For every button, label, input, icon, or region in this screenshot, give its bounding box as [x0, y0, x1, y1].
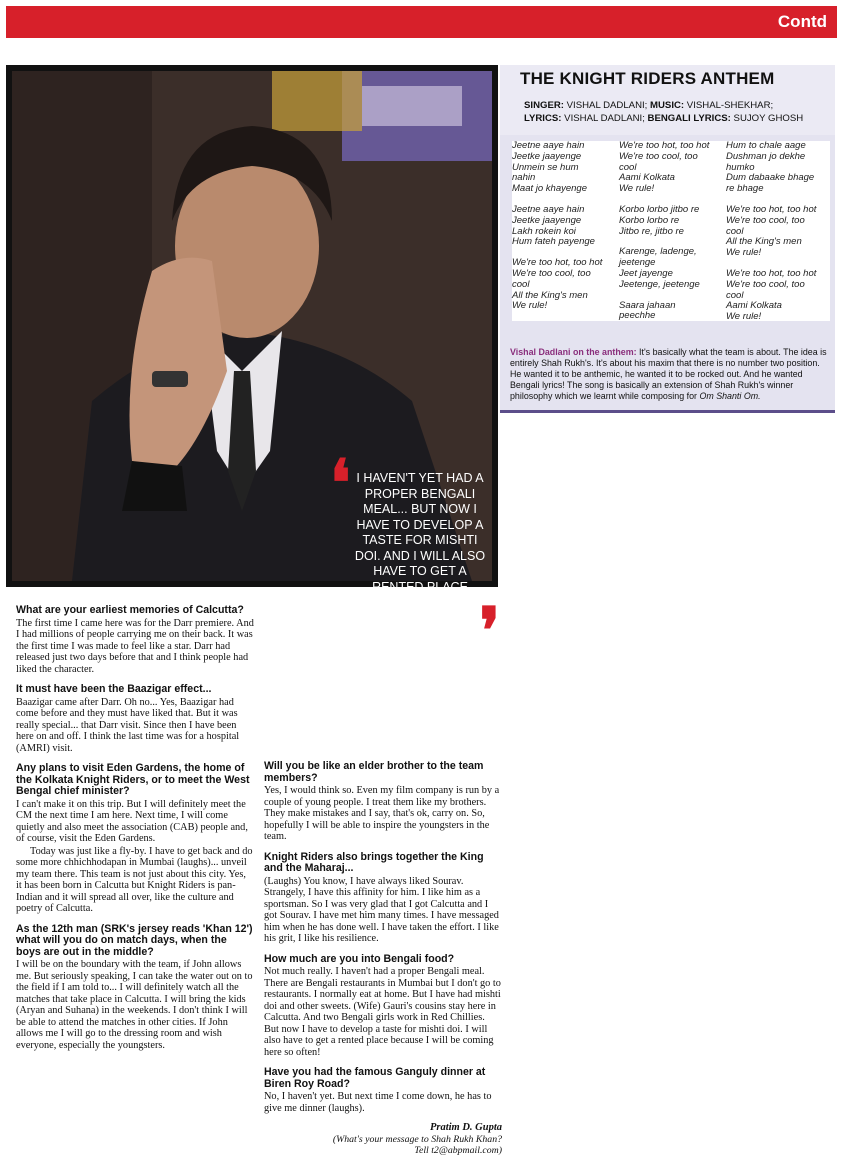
question: As the 12th man (SRK's jersey reads 'Khan 12') what will you do on match days, when the boys are out in the middle?	[16, 922, 253, 958]
lyrics-stanza: Karenge, ladenge, jeetenge Jeet jayenge Jeetenge, jeetenge	[619, 246, 700, 290]
anthem-header	[500, 65, 835, 135]
lyrics-column-2	[619, 141, 724, 332]
music-label: MUSIC:	[650, 100, 685, 111]
interview-column-1	[16, 605, 254, 1051]
lyrics-stanza: We're too hot, too hot We're too cool, too cool Aami Kolkata We rule!	[619, 140, 710, 195]
anthem-title: THE KNIGHT RIDERS ANTHEM	[520, 69, 775, 88]
answer: (Laughs) You know, I have always liked Sourav. Strangely, I have this affinity for him. I like him as a sportsman. So I was very glad that I got Calcutta and I got Sourav. I have met him many times. I have messaged him when he has done well. I have taken the effort. I like his grit, I like his resilience.	[264, 875, 499, 944]
question: What are your earliest memories of Calcutta?	[16, 604, 244, 616]
answer: Baazigar came after Darr. Oh no... Yes, Baazigar had come before and they must have liked that. But it was really special... that Darr visit. Since then I have been here on and off. I think the last time was for a hospital (AMRI) visit.	[16, 696, 240, 754]
question: How much are you into Bengali food?	[264, 952, 455, 965]
answer: No, I haven't yet. But next time I come down, he has to give me dinner (laughs).	[264, 1091, 492, 1114]
question: Knight Riders also brings together the King and the Maharaj...	[264, 850, 484, 874]
reader-prompt: (What's your message to Shah Rukh Khan?	[332, 1133, 502, 1145]
close-quote-icon: ❜	[479, 595, 500, 667]
lyrics-box	[512, 141, 830, 321]
anthem-credits	[524, 99, 829, 125]
lyrics-stanza: Jeetne aaye hain Jeetke jaayenge Unmein se hum nahin Maat jo khayenge	[512, 140, 587, 195]
lyrics-stanza: We're too hot, too hot We're too cool, too cool All the King's men We rule!	[726, 203, 817, 259]
contact-email: Tell t2@abpmail.com)	[414, 1144, 502, 1156]
answer: I will be on the boundary with the team, if John allows me. But seriously speaking, I can take the water out on to the field if I am told to... I will definitely watch all the matches that take place in Calcutta. I will bring the kids (Aryan and Suhana) in the weekends. I don't think I will be able to attend the matches in other cities. If John allows me I will go to the dressing room and wish everyone, especially the youngsters.	[16, 959, 253, 1051]
pull-quote-text: I HAVEN'T YET HAD A PROPER BENGALI MEAL... BUT NOW I HAVE TO DEVELOP A TASTE FOR MISHTI DOI. AND I WILL ALSO HAVE TO GET A RENTED PLACE BECAUSE I WILL BE COMING HERE SO OFTEN	[354, 471, 486, 640]
lyrics-stanza: Saara jahaan peechhe	[619, 299, 676, 322]
answer: I can't make it on this trip. But I will definitely meet the CM the next time I am here. Next time, I will come quietly and also meet the association (CAB) people and, of course, visit the Eden Gardens.	[16, 798, 248, 844]
anthem-note-body: It's basically what the team is about. The idea is entirely Shah Rukh's. It's about his maxim that there is no number two position. He wanted it to be anthemic, he wanted it to be rocked out. And he wanted Bengali lyrics! The song is basically an extension of Shah Rukh's winner philosophy which we learnt while composing for	[510, 347, 827, 401]
lyrics-stanza: Korbo lorbo jitbo re Korbo lorbo re Jitbo re, jitbo re	[619, 203, 700, 237]
question: Will you be like an elder brother to the team members?	[264, 760, 484, 784]
bengali-lyrics-label: BENGALI LYRICS:	[647, 113, 731, 124]
open-quote-icon: ❛	[330, 447, 351, 519]
lyrics-label: LYRICS:	[524, 113, 562, 124]
question: Have you had the famous Ganguly dinner at Biren Roy Road?	[264, 1066, 486, 1090]
lyrics-column-1	[512, 141, 617, 322]
lyrics-name: VISHAL DADLANI;	[564, 113, 645, 124]
anthem-panel	[500, 65, 835, 413]
lyrics-stanza: We're too hot, too hot We're too cool, too cool Aami Kolkata We rule!	[726, 267, 817, 323]
singer-label: SINGER:	[524, 100, 564, 111]
answer: Today was just like a fly-by. I have to get back and do some more chhichhodapan in Mumbai (laughs)... unveil my team there. This team is not just about this city. Yes, it has been born in Calcutta but Knight Riders is pan-Indian and it will spread all over, like the culture and poetry of Calcutta.	[16, 845, 253, 914]
singer-name: VISHAL DADLANI;	[566, 100, 648, 111]
anthem-note-film: Om Shanti Om.	[699, 391, 761, 401]
anthem-note	[510, 347, 830, 402]
bengali-lyrics-name: SUJOY GHOSH	[733, 113, 804, 124]
author-byline: Pratim D. Gupta	[429, 1122, 502, 1133]
lyrics-column-3	[726, 141, 831, 333]
anthem-note-lead: Vishal Dadlani on the anthem:	[510, 347, 637, 357]
question: It must have been the Baazigar effect...	[16, 683, 212, 695]
answer: Yes, I would think so. Even my film company is run by a couple of young people. I treat them like my brothers. They make mistakes and I say, that's ok, carry on. So, hopefully I will be able to inspire the youngsters in the team.	[264, 785, 500, 842]
music-name: VISHAL-SHEKHAR;	[686, 100, 774, 111]
question: Any plans to visit Eden Gardens, the home of the Kolkata Knight Riders, or to meet the West Bengal chief minister?	[16, 762, 250, 797]
interview-column-2	[264, 605, 502, 1156]
section-header-bar	[6, 6, 837, 38]
lyrics-stanza: Jeetne aaye hain Jeetke jaayenge Lakh rokein koi Hum fateh payenge	[512, 203, 595, 248]
contd-label: Contd	[777, 12, 827, 31]
answer: The first time I came here was for the Darr premiere. And I had millions of people carrying me on their back. It was the first time I was made to feel like a star. Darr had released just two days before that and I think people had liked the character.	[16, 617, 254, 675]
lyrics-stanza: Hum to chale aage Dushman jo dekhe humko Dum dabaake bhage re bhage	[726, 140, 815, 195]
answer: Not much really. I haven't had a proper Bengali meal. There are Bengali restaurants in Mumbai but I don't go to restaurants. I normally eat at home. But I have had mishti doi and other sweets. (Wife) Gauri's cousins stay here in Calcutta. And two Bengali girls work in Red Chillies. But now I have to develop a taste for mishti doi. I will also have to get a rented place because I will be coming here so often!	[264, 966, 501, 1058]
lyrics-stanza: We're too hot, too hot We're too cool, too cool All the King's men We rule!	[512, 257, 603, 312]
